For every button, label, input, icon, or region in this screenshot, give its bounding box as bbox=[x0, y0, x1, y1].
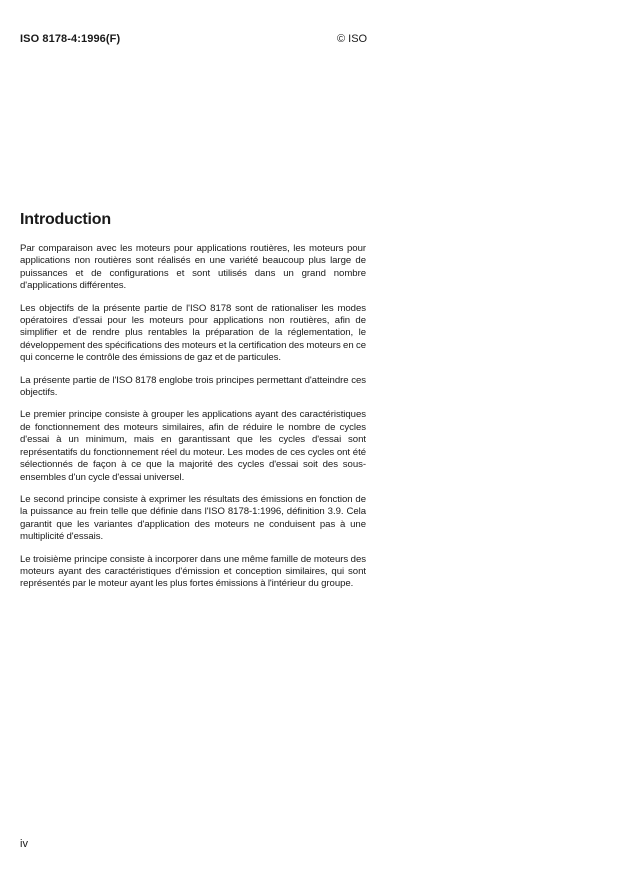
copyright-notice: © ISO bbox=[337, 33, 368, 45]
paragraph-3: La présente partie de l'ISO 8178 englobe trois principes permettant d'atteindre ces objectifs. bbox=[20, 374, 366, 399]
paragraph-5: Le second principe consiste à exprimer les résultats des émissions en fonction de la puissance au frein telle que définie dans l'ISO 8178-1:1996, définition 3.9. Cela garantit que les variantes d'application des moteurs ne conduisent pas à une multiplicité d'essais. bbox=[20, 493, 366, 543]
document-id: ISO 8178-4:1996(F) bbox=[20, 33, 121, 45]
page-number: iv bbox=[20, 838, 28, 850]
section-title: Introduction bbox=[20, 211, 111, 228]
introduction-body bbox=[20, 243, 366, 601]
paragraph-1: Par comparaison avec les moteurs pour applications routières, les moteurs pour applications non routières sont réalisés en une variété beaucoup plus large de puissances et de configurations et sont utilisés dans un grand nombre d'applications différentes. bbox=[20, 243, 366, 292]
paragraph-2: Les objectifs de la présente partie de l'ISO 8178 sont de rationaliser les modes opératoires d'essai pour les moteurs pour applications non routières, afin de simplifier et de rendre plus rentables la préparation de la réglementation, le développement des spécifications des moteurs et la certification des moteurs en ce qui concerne le contrôle des émissions de gaz et de particules. bbox=[20, 302, 366, 364]
paragraph-4: Le premier principe consiste à grouper les applications ayant des caractéristiques de fonctionnement des moteurs similaires, afin de réduire le nombre de cycles d'essai à un minimum, mais en garantissant que les cycles d'essai sont représentatifs du fonctionnement réel du moteur. Les modes de ces cycles ont été sélectionnés de façon à ce que la majorité des cycles d'essai soit des sous-ensembles d'un cycle d'essai universel. bbox=[20, 409, 366, 483]
paragraph-6: Le troisième principe consiste à incorporer dans une même famille de moteurs des moteurs ayant des caractéristiques d'émission et conception similaires, qui sont représentés par le moteur ayant les plus fortes émissions à l'intérieur du groupe. bbox=[20, 553, 366, 590]
